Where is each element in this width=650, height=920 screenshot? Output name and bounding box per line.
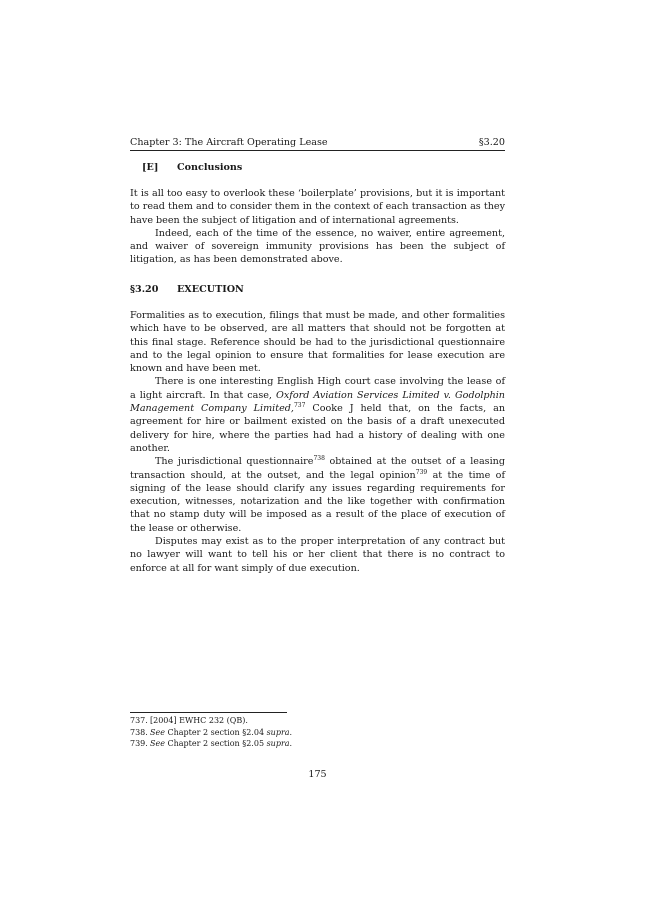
footnote	[130, 715, 505, 727]
footnote-ref[interactable]: 738	[313, 455, 325, 463]
text: obtained at the outset of a leasing transaction should, at the outset, and the legal opinion	[130, 456, 505, 481]
footnote-number: 738.	[130, 727, 148, 737]
case-name: Oxford Aviation Services Limited v. Godolphin Management Company Limited,	[130, 389, 505, 415]
text: There is one interesting English High court case involving the lease of a light aircraft. In that case,	[130, 376, 505, 401]
footnote	[130, 738, 505, 750]
text: at the time of signing of the lease should clarify any issues regarding requirements for execution, witnesses, notarization and the like together with confirmation that no stamp duty will be imposed as a result of the place of execution of the lease or otherwise.	[130, 469, 505, 534]
footnote-number: 739.	[130, 739, 148, 748]
paragraph: Formalities as to execution, filings that must be made, and other formalities which have to be observed, are all matters that should not be forgotten at this final stage. Reference should be had to the jurisdictional questionnaire and to the legal opinion to ensure that formalities for lease execution are known and have been met.	[130, 310, 505, 375]
paragraph: Disputes may exist as to the proper interpretation of any contract but no lawyer will want to tell his or her client that there is no contract to enforce at all for want simply of due execution.	[130, 536, 505, 574]
footnote-text: Chapter 2 section §2.04	[164, 727, 267, 737]
page-number: 175	[308, 769, 327, 780]
footnote-supra: supra.	[266, 727, 293, 737]
section-e-body	[130, 187, 505, 267]
section-320-body	[130, 309, 505, 575]
paragraph: Indeed, each of the time of the essence, no waiver, entire agreement, and waiver of sovereign immunity provisions has been the subject of litigation, as has been demonstrated above.	[130, 227, 505, 266]
section-number: §3.20	[130, 284, 159, 295]
paragraph	[130, 455, 505, 535]
section-e-label: [E]	[142, 162, 159, 173]
running-head-section: §3.20	[478, 137, 505, 148]
text: Cooke J held that, on the facts, an agreement for hire or bailment existed on the basis of a draft unexecuted delivery for hire, where the parties had had a history of dealing with one another.	[130, 403, 505, 454]
text: The jurisdictional questionnaire	[155, 456, 314, 468]
footnote-see: See	[150, 739, 165, 748]
section-e-title: Conclusions	[177, 162, 243, 173]
running-head	[130, 137, 505, 151]
footnote-ref[interactable]: 737	[293, 401, 306, 409]
section-title: EXECUTION	[177, 284, 244, 295]
footnote-number: 737.	[130, 716, 148, 725]
footnote	[130, 727, 505, 739]
footnotes	[130, 715, 505, 750]
paragraph: It is all too easy to overlook these ‘boilerplate’ provisions, but it is important to read them and to consider them in the context of each transaction as they have been the subject of litigation and of international agreements.	[130, 188, 505, 226]
footnote-supra: supra.	[266, 739, 293, 748]
paragraph	[130, 375, 505, 455]
footnote-text: [2004] EWHC 232 (QB).	[150, 716, 248, 725]
footnote-ref[interactable]: 739	[415, 468, 428, 476]
footnote-text: Chapter 2 section §2.05	[164, 739, 267, 748]
footnote-rule	[130, 712, 287, 713]
footnote-see: See	[150, 727, 165, 737]
running-head-chapter: Chapter 3: The Aircraft Operating Lease	[130, 137, 328, 148]
